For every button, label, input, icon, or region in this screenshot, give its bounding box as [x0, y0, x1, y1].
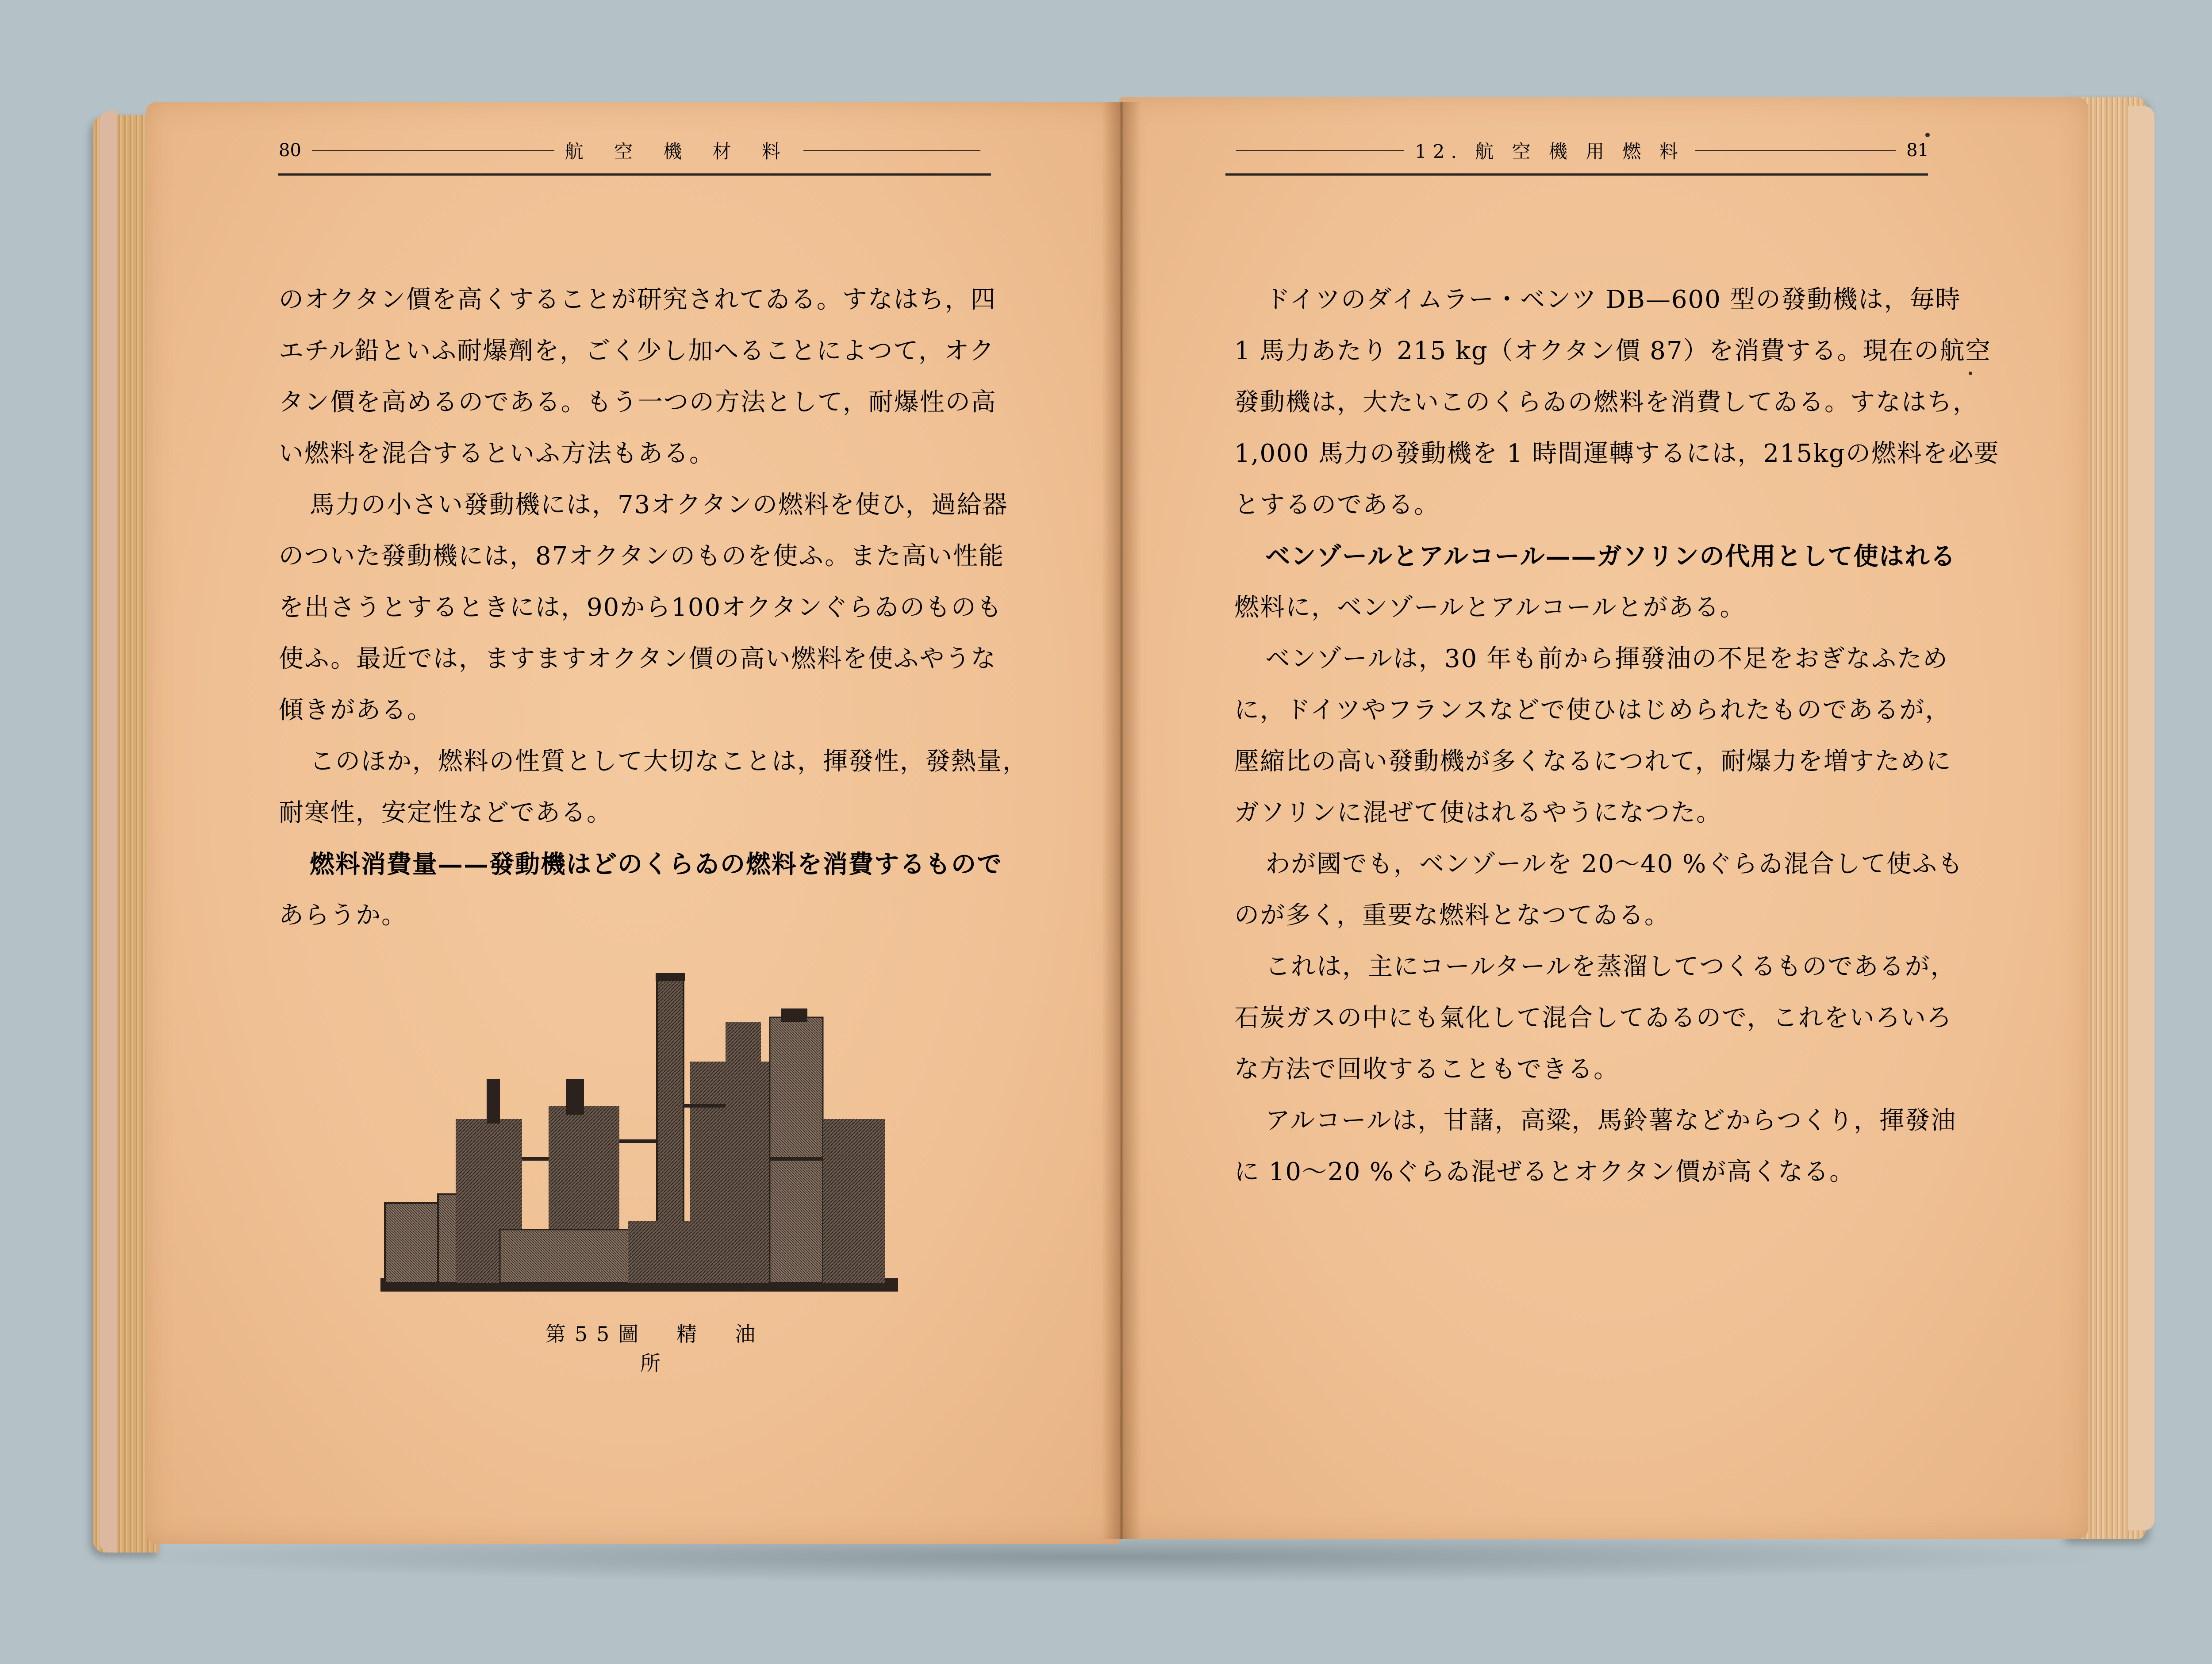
book-gutter	[1102, 102, 1141, 1539]
text-line: わが國でも，ベンゾールを 20〜40 %ぐらゐ混合して使ふも	[1265, 850, 1964, 878]
text-line: ベンゾールは，30 年も前から揮發油の不足をおぎなふため	[1265, 644, 1948, 673]
section-heading-line: 燃料消費量——發動機はどのくらゐの燃料を消費するもので	[310, 850, 1002, 879]
paper-speck	[1969, 372, 1972, 375]
text-line: アルコールは，甘藷，高粱，馬鈴薯などからつくり，揮發油	[1265, 1106, 1957, 1135]
text-line: 燃料に，ベンゾールとアルコールとがある。	[1234, 593, 1746, 622]
text-line: 1,000 馬力の發動機を 1 時間運轉するには，215kgの燃料を必要	[1234, 439, 2000, 468]
text-line: 發動機は，大たいこのくらゐの燃料を消費してゐる。すなはち，	[1234, 388, 1978, 417]
text-line: に，ドイツやフランスなどで使ひはじめられたものであるが，	[1234, 696, 1951, 725]
text-line: 石炭ガスの中にも氣化して混合してゐるので，これをいろいろ	[1234, 1004, 1952, 1032]
head-rule-line	[803, 150, 980, 151]
text-line: ガソリンに混ぜて使はれるやうになつた。	[1234, 798, 1722, 827]
text-line: 1 馬力あたり 215 kg（オクタン價 87）を消費する。現在の航空	[1234, 337, 1991, 365]
left-header-rule	[278, 173, 991, 176]
left-running-title: 航 空 機 材 料	[565, 141, 793, 162]
section-heading-line: ベンゾールとアルコール——ガソリンの代用として使はれる	[1265, 542, 1956, 571]
head-rule-line	[1236, 150, 1404, 151]
paper-speck	[1925, 133, 1930, 137]
refinery-illustration	[380, 973, 898, 1309]
left-body-text	[279, 274, 1028, 941]
head-rule-line	[1695, 150, 1896, 151]
text-line: これは，主にコールタールを蒸溜してつくるものであるが，	[1265, 952, 1956, 981]
text-line: 使ふ。最近では，ますますオクタン價の高い燃料を使ふやうな	[279, 644, 997, 673]
text-line: い燃料を混合するといふ方法もある。	[279, 439, 715, 468]
text-line: な方法で回收することもできる。	[1234, 1055, 1619, 1084]
right-body-text	[1234, 274, 2000, 1198]
head-rule-line	[312, 150, 554, 151]
text-line: とするのである。	[1234, 491, 1440, 519]
right-running-head	[1225, 133, 1929, 168]
text-line: を出さうとするときには，90から100オクタンぐらゐのものも	[279, 593, 1002, 622]
text-line: のついた發動機には，87オクタンのものを使ふ。また高い性能	[279, 542, 1005, 571]
right-cover-edge	[2128, 106, 2154, 1530]
text-line: あらうか。	[279, 901, 407, 930]
text-line: エチル鉛といふ耐爆劑を，ごく少し加へることによつて，オク	[279, 337, 995, 365]
text-line: 耐寒性，安定性などである。	[279, 798, 612, 827]
right-running-title: 12. 航 空 機 用 燃 料	[1415, 141, 1684, 162]
right-page-number: 81	[1906, 140, 1929, 161]
text-line: 壓縮比の高い發動機が多くなるにつれて，耐爆力を増すために	[1234, 747, 1952, 776]
text-line: に 10〜20 %ぐらゐ混ぜるとオクタン價が高くなる。	[1234, 1158, 1855, 1186]
left-running-head	[279, 133, 991, 168]
text-line: のが多く，重要な燃料となつてゐる。	[1234, 901, 1670, 930]
text-line: タン價を高めるのである。もう一つの方法として，耐爆性の高	[279, 388, 997, 417]
right-header-rule	[1225, 173, 1928, 176]
left-page-number: 80	[279, 140, 301, 161]
text-line: このほか，燃料の性質として大切なことは，揮發性，發熱量，	[310, 747, 1028, 776]
text-line: 傾きがある。	[279, 696, 433, 725]
left-cover-edge	[100, 111, 117, 1553]
text-line: のオクタン價を高くすることが研究されてゐる。すなはち，四	[279, 285, 996, 314]
figure-caption: 第55圖 精 油 所	[545, 1322, 794, 1375]
text-line: 馬力の小さい發動機には，73オクタンの燃料を使ひ，過給器	[310, 491, 1008, 519]
text-line: ドイツのダイムラー・ベンツ DB—600 型の發動機は，毎時	[1265, 285, 1961, 314]
